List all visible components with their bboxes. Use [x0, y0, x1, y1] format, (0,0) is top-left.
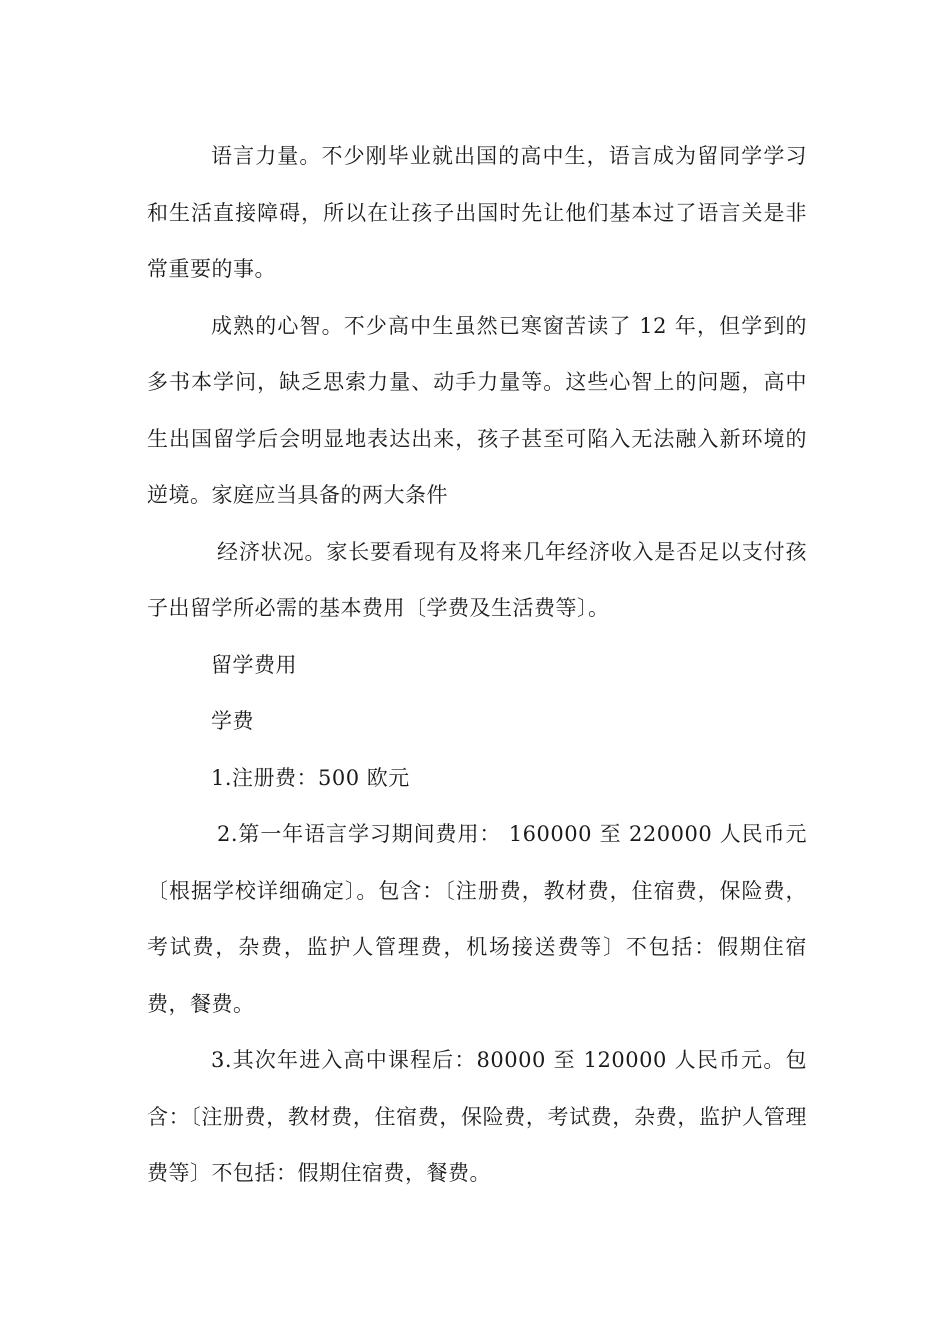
- paragraph-mature-mind: 成熟的心智。不少高中生虽然已寒窗苦读了 12 年，但学到的多书本学问，缺乏思索力量、动手力量等。这些心智上的问题，高中生出国留学后会明显地表达出来，孩子甚至可陷入无法融入新环境的逆境。家庭应当具备的两大条件: [147, 313, 807, 507]
- heading-study-abroad-costs: 留学费用: [211, 652, 297, 677]
- paragraph-language-ability: 语言力量。不少刚毕业就出国的高中生，语言成为留同学学习和生活直接障碍，所以在让孩子出国时先让他们基本过了语言关是非常重要的事。: [147, 144, 807, 281]
- document-body: [147, 128, 807, 1202]
- list-item-first-year-fees: 2.第一年语言学习期间费用： 160000 至 220000 人民币元〔根据学校详细确定〕。包含：〔注册费，教材费，住宿费，保险费，考试费，杂费，监护人管理费，机场接送费等〕不包括：假期住宿费，餐费。: [147, 822, 807, 1016]
- list-item-registration-fee: 1.注册费：500 欧元: [211, 765, 410, 790]
- paragraph-economic-status: 经济状况。家长要看现有及将来几年经济收入是否足以支付孩子出留学所必需的基本费用〔学费及生活费等〕。: [147, 539, 807, 620]
- heading-tuition: 学费: [211, 709, 254, 733]
- list-item-second-year-fees: 3.其次年进入高中课程后：80000 至 120000 人民币元。包含：〔注册费，教材费，住宿费，保险费，考试费，杂费，监护人管理费等〕不包括：假期住宿费，餐费。: [147, 1048, 807, 1185]
